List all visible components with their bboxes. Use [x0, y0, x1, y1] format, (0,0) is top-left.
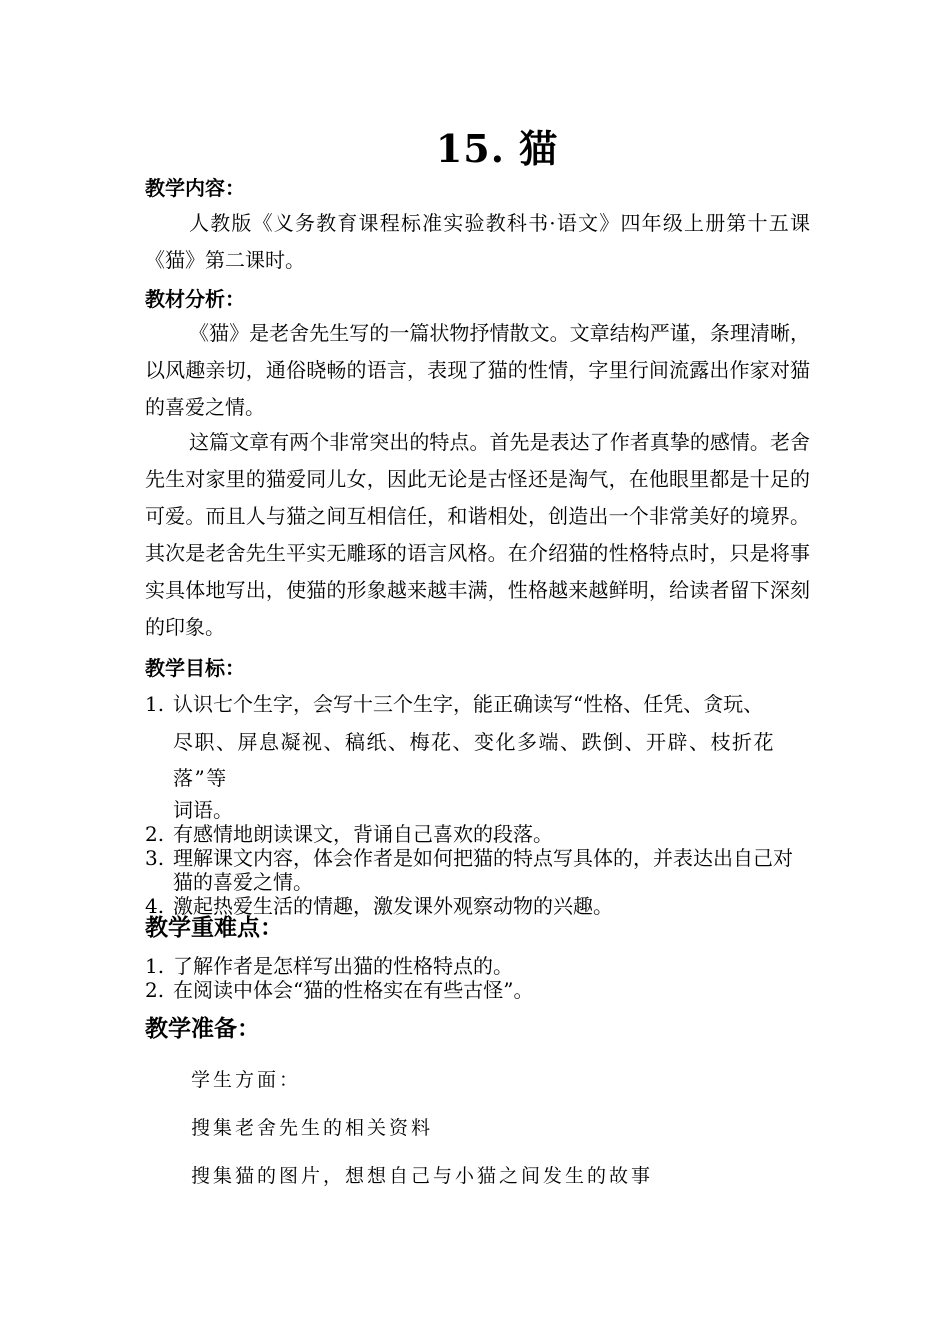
list-text: 在阅读中体会“猫的性格实在有些古怪”。 [173, 978, 534, 1002]
list-text-line: 词语。 [173, 798, 233, 822]
list-text: 理解课文内容，体会作者是如何把猫的特点写具体的，并表达出自己对猫的喜爱之情。 [173, 846, 793, 894]
content-paragraph: 人教版《义务教育课程标准实验教科书·语文》四年级上册第十五课《猫》第二课时。 [145, 211, 810, 272]
analysis-paragraph-1: 《猫》是老舍先生写的一篇状物抒情散文。文章结构严谨，条理清晰，以风趣亲切，通俗晓畅的语言，表现了猫的性情，字里行间流露出作家对猫的喜爱之情。 [145, 321, 810, 419]
section-heading-goals: 教学目标： [145, 656, 245, 680]
list-item [145, 954, 810, 978]
preparation-line: 搜集老舍先生的相关资料 [191, 1117, 434, 1139]
list-item [145, 978, 810, 1002]
section-heading-keypoints: 教学重难点： [145, 914, 283, 941]
list-item [145, 686, 810, 822]
section-heading-analysis: 教材分析： [145, 287, 245, 311]
list-text: 了解作者是怎样写出猫的性格特点的。 [173, 954, 513, 978]
keypoints-list [145, 954, 810, 1002]
list-item [145, 822, 810, 846]
analysis-paragraph-2: 这篇文章有两个非常突出的特点。首先是表达了作者真挚的感情。老舍先生对家里的猫爱同儿女，因此无论是古怪还是淘气，在他眼里都是十足的可爱。而且人与猫之间互相信任，和谐相处，创造出一个非常美好的境界。其次是老舍先生平实无雕琢的语言风格。在介绍猫的性格特点时，只是将事实具体地写出，使猫的形象越来越丰满，性格越来越鲜明，给读者留下深刻的印象。 [145, 430, 810, 639]
list-number: 1. [145, 954, 165, 978]
section-heading-content: 教学内容： [145, 176, 245, 200]
list-text: 激起热爱生活的情趣，激发课外观察动物的兴趣。 [173, 894, 613, 918]
list-number: 3. [145, 846, 165, 870]
list-item [145, 846, 810, 894]
list-text: 有感情地朗读课文，背诵自己喜欢的段落。 [173, 822, 553, 846]
goals-list [145, 686, 810, 918]
list-number: 2. [145, 978, 165, 1002]
list-text-line: 尽职、屏息凝视、稿纸、梅花、变化多端、跌倒、开辟、枝折花落”等 [173, 730, 775, 790]
list-number: 4. [145, 894, 165, 918]
page-title: 15. 猫 [435, 126, 559, 171]
list-number: 1. [145, 692, 165, 716]
list-text-line: 认识七个生字，会写十三个生字，能正确读写“性格、任凭、贪玩、 [173, 692, 764, 716]
preparation-line: 搜集猫的图片，想想自己与小猫之间发生的故事 [191, 1165, 654, 1187]
list-number: 2. [145, 822, 165, 846]
section-heading-preparation: 教学准备： [145, 1015, 260, 1042]
preparation-line: 学生方面： [191, 1069, 302, 1091]
